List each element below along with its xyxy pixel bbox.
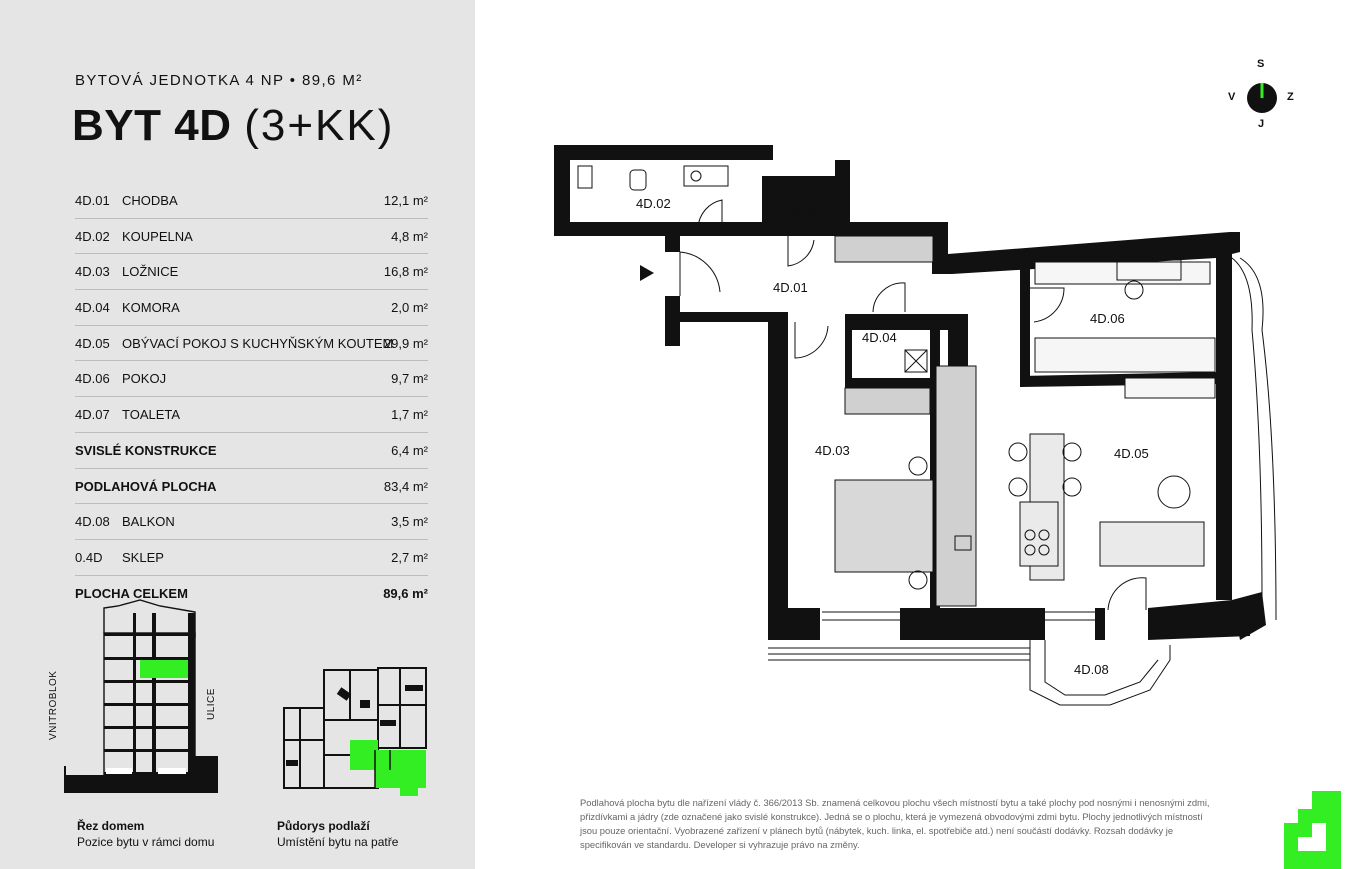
room-code: 4D.04	[75, 300, 110, 316]
room-code: 4D.01	[75, 193, 110, 208]
plan-label-4d05: 4D.05	[1114, 446, 1149, 461]
room-code: 4D.05	[75, 335, 110, 351]
room-area: 2,0 m²	[391, 300, 428, 316]
plan-label-4d04: 4D.04	[862, 330, 897, 345]
brand-logo-icon	[1284, 791, 1341, 869]
plan-label-4d01: 4D.01	[773, 280, 808, 295]
plan-label-4d08: 4D.08	[1074, 662, 1109, 677]
room-name: LOŽNICE	[122, 264, 179, 280]
room-area: 9,7 m²	[391, 371, 428, 387]
disclaimer-note: Podlahová plocha bytu dle nařízení vlády č. 366/2013 Sb. znamená celkovou plochu všech místností bytu a také plochy pod nosnými i nenosnými zdmi, přizdívkami a jádry (zde označené jako svislé konstrukce). Jedná se o plochu, která je vymezená obvodovými zdmi bytu. Plochy jednotlivých místností jsou pouze orientační. Vyobrazené zařízení v plánech bytů (nábytek, kuch. linka, el. spotřebiče atd.) není součástí dodávky. Rozsah dodávky je specifikován ve standardu. Developer si vyhrazuje právo na změny.	[580, 797, 1210, 850]
plan-label-4d07: 4D.07	[790, 202, 825, 217]
room-name: TOALETA	[122, 407, 181, 423]
room-area: 29,9 m²	[383, 335, 428, 351]
floor-caption-title: Půdorys podlaží	[277, 819, 370, 833]
plan-label-4d02: 4D.02	[636, 196, 671, 211]
room-code: PLOCHA CELKEM	[75, 585, 188, 601]
room-code: 4D.06	[75, 371, 110, 387]
section-caption-title: Řez domem	[77, 819, 145, 833]
plan-label-4d06: 4D.06	[1090, 311, 1125, 326]
compass-west: V	[1228, 91, 1236, 103]
room-area: 4,8 m²	[391, 228, 428, 244]
room-name: KOUPELNA	[122, 228, 193, 244]
room-area: 3,5 m²	[391, 514, 428, 530]
room-name: OBÝVACÍ POKOJ S KUCHYŇSKÝM KOUTEM	[122, 335, 394, 351]
room-area: 1,7 m²	[391, 407, 428, 423]
room-code: 0.4D	[75, 549, 103, 565]
compass-north: S	[1257, 58, 1265, 70]
room-code: 4D.03	[75, 264, 110, 280]
plan-label-4d03: 4D.03	[815, 443, 850, 458]
room-area: 12,1 m²	[383, 193, 428, 208]
room-code: 4D.08	[75, 514, 110, 530]
room-code: PODLAHOVÁ PLOCHA	[75, 478, 217, 494]
floor-caption-text: Umístění bytu na patře	[277, 835, 399, 849]
room-code: 4D.02	[75, 228, 110, 244]
unit-title-type: (3+KK)	[244, 101, 395, 150]
unit-subtitle: BYTOVÁ JEDNOTKA 4 NP • 89,6 M²	[75, 72, 363, 89]
room-area: 16,8 m²	[383, 264, 428, 280]
room-area: 6,4 m²	[391, 442, 428, 458]
room-name: POKOJ	[122, 371, 167, 387]
room-area: 89,6 m²	[383, 585, 428, 601]
room-name: CHODBA	[122, 193, 178, 208]
room-area: 2,7 m²	[391, 549, 428, 565]
section-caption-text: Pozice bytu v rámci domu	[77, 835, 215, 849]
room-name: SKLEP	[122, 549, 164, 565]
section-right-label: ULICE	[206, 688, 217, 720]
compass-east: Z	[1287, 91, 1294, 103]
compass-south: J	[1258, 118, 1265, 130]
section-left-label: VNITROBLOK	[48, 670, 59, 740]
room-area: 83,4 m²	[383, 478, 428, 494]
room-name: BALKON	[122, 514, 175, 530]
room-code: SVISLÉ KONSTRUKCE	[75, 442, 217, 458]
room-code: 4D.07	[75, 407, 110, 423]
unit-title-main: BYT 4D	[72, 101, 232, 150]
room-name: KOMORA	[122, 300, 180, 316]
